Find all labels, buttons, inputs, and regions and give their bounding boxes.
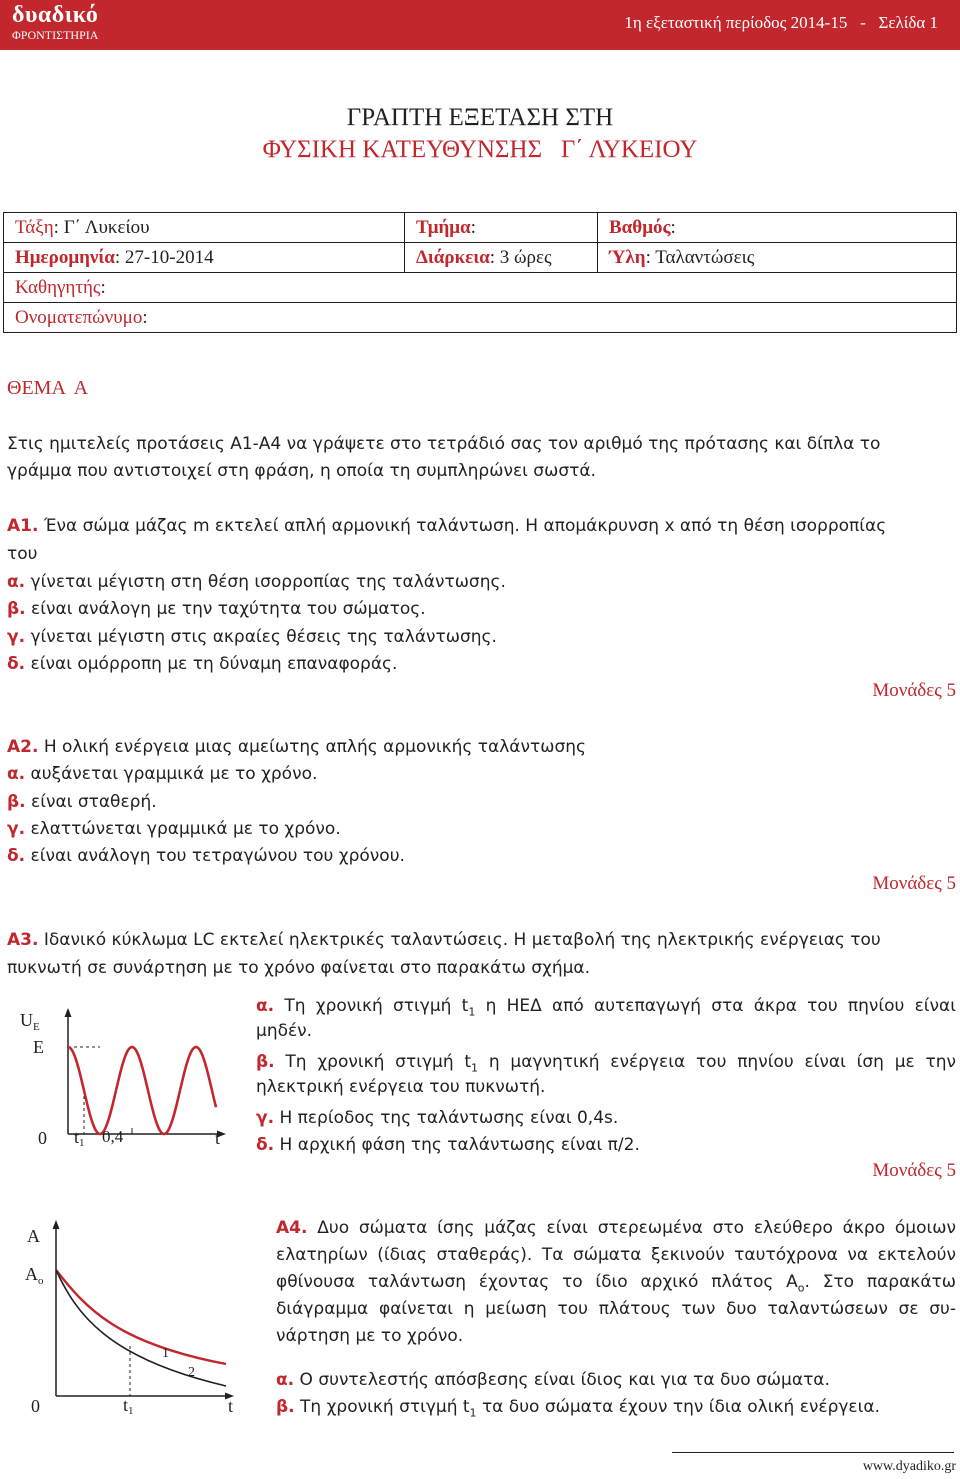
a2-stem: Α2. Η ολική ενέργεια μιας αμείωτης απλής αρμονικής ταλάντωσης	[7, 737, 586, 757]
a3-option-a: α. Τη χρονική στιγμή $t_1$ η ΗΕΔ από αυτεπαγωγή στα άκρα του πηνίου είναι μηδέν.	[256, 996, 956, 1042]
theme-intro-line1: Στις ημιτελείς προτάσεις Α1-Α4 να γράψετε στο τετράδιό σας τον αριθμό της πρότασης και δίπλα το	[7, 434, 881, 454]
a4-curve-2-label: 2	[188, 1365, 195, 1380]
a3-energy-graph	[16, 1000, 232, 1160]
a4-stem: Α4. Δυο σώματα ίσης μάζας είναι στερεωμένα στο ελεύθερο άκρο όμοιων ελατηρίων (ίδιας σταθεράς). Τα σώματα ξεκινούν ταυτόχρονα να εκτελούν φθίνουσα ταλάντωση έχοντας το ίδιο αρχικό πλάτος $A_o$. Στο παρακάτω διάγραμμα φαίνεται η μείωση του πλάτους των δυο ταλαντώσεων σε συ- νάρτηση με το χρόνο.	[276, 1218, 956, 1346]
section-cell: Τμήμα:	[405, 213, 598, 243]
a1-stem-line2: του	[7, 544, 38, 564]
a2-units: Μονάδες 5	[872, 873, 956, 894]
page-info: 1η εξεταστική περίοδος 2014-15 - Σελίδα 1	[624, 13, 938, 32]
a1-stem: Α1. Ένα σώμα μάζας m εκτελεί απλή αρμονική ταλάντωση. Η απομάκρυνση x από τη θέση ισορροπίας	[7, 516, 887, 536]
a2-option-a: α. αυξάνεται γραμμικά με το χρόνο.	[7, 764, 318, 784]
footer-url: www.dyadiko.gr	[862, 1459, 956, 1474]
a3-stem-line2: πυκνωτή σε συνάρτηση με το χρόνο φαίνεται στο παρακάτω σχήμα.	[7, 958, 591, 978]
exam-title-line1: ΓΡΑΠΤΗ ΕΞΕΤΑΣΗ ΣΤΗ	[346, 104, 614, 131]
a1-units: Μονάδες 5	[872, 680, 956, 701]
a3-energy-curve	[68, 1047, 216, 1134]
theme-title: ΘΕΜΑ Α	[7, 377, 89, 399]
theme-intro-line2: γράμμα που αντιστοιχεί στη φράση, η οποία τη συμπληρώνει σωστά.	[7, 461, 596, 481]
a4-option-a: α. Ο συντελεστής απόσβεσης είναι ίδιος και για τα δυο σώματα.	[276, 1370, 830, 1390]
duration-cell: Διάρκεια: 3 ώρες	[405, 243, 598, 273]
a3-stem: Α3. Ιδανικό κύκλωμα LC εκτελεί ηλεκτρικές ταλαντώσεις. Η μεταβολή της ηλεκτρικής ενέργειας του	[7, 930, 881, 950]
a2-option-b: β. είναι σταθερή.	[7, 792, 157, 812]
a4-x-label: t	[228, 1396, 234, 1416]
material-cell: Ύλη: Ταλαντώσεις	[598, 243, 957, 273]
a3-tick-label: 0,4	[102, 1127, 124, 1146]
logo-subtitle: ΦΡΟΝΤΙΣΤΗΡΙΑ	[12, 28, 99, 42]
a3-y-arrow	[65, 1008, 72, 1017]
a4-curve-1	[56, 1270, 226, 1364]
a3-option-b: β. Τη χρονική στιγμή $t_1$ η μαγνητική ενέργεια του πηνίου είναι ίση με την ηλεκτρική ενέργεια του πυκνωτή.	[256, 1052, 957, 1098]
a4-t1-label: t1	[123, 1395, 134, 1417]
logo: δυαδικό	[12, 2, 99, 28]
a4-curve-1-label: 1	[162, 1346, 169, 1361]
a4-amplitude-graph	[16, 1218, 246, 1422]
a2-option-c: γ. ελαττώνεται γραμμικά με το χρόνο.	[7, 819, 341, 839]
exam-title-line2: ΦΥΣΙΚΗ ΚΑΤΕΥΘΥΝΣΗΣ Γ΄ ΛΥΚΕΙΟΥ	[262, 136, 698, 163]
name-cell: Ονοματεπώνυμο:	[4, 303, 957, 333]
a4-ao-label: $A_o$	[25, 1264, 44, 1287]
a3-e-label: E	[33, 1037, 44, 1057]
grade-cell: Βαθμός:	[598, 213, 957, 243]
a3-option-c: γ. Η περίοδος της ταλάντωσης είναι 0,4s.	[256, 1108, 619, 1128]
a4-option-b: β. Τη χρονική στιγμή $t_1$ τα δυο σώματα έχουν την ίδια ολική ενέργεια.	[276, 1397, 880, 1420]
teacher-cell: Καθηγητής:	[4, 273, 957, 303]
a3-y-label: $U_E$	[20, 1010, 40, 1033]
a1-option-b: β. είναι ανάλογη με την ταχύτητα του σώματος.	[7, 599, 426, 619]
a1-option-c: γ. γίνεται μέγιστη στις ακραίες θέσεις της ταλάντωσης.	[7, 627, 497, 647]
a4-origin-label: 0	[31, 1396, 40, 1416]
a1-option-d: δ. είναι ομόρροπη με τη δύναμη επαναφοράς.	[7, 654, 398, 674]
page-header	[0, 0, 960, 50]
a3-option-d: δ. Η αρχική φάση της ταλάντωσης είναι π/2.	[256, 1135, 640, 1155]
a3-units: Μονάδες 5	[872, 1160, 956, 1181]
class-cell: Τάξη: Γ΄ Λυκείου	[4, 213, 405, 243]
a3-t1-label: t1	[74, 1127, 85, 1149]
a3-origin-label: 0	[38, 1128, 47, 1148]
a2-option-d: δ. είναι ανάλογη του τετραγώνου του χρόνου.	[7, 846, 405, 866]
a4-y-label: A	[27, 1226, 40, 1246]
date-cell: Ημερομηνία: 27-10-2014	[4, 243, 405, 273]
footer-divider	[672, 1452, 954, 1453]
a4-curve-2	[56, 1270, 226, 1386]
a4-y-arrow	[53, 1220, 60, 1229]
a1-option-a: α. γίνεται μέγιστη στη θέση ισορροπίας της ταλάντωσης.	[7, 572, 506, 592]
a3-x-label: t	[215, 1128, 221, 1148]
info-table	[3, 212, 957, 333]
